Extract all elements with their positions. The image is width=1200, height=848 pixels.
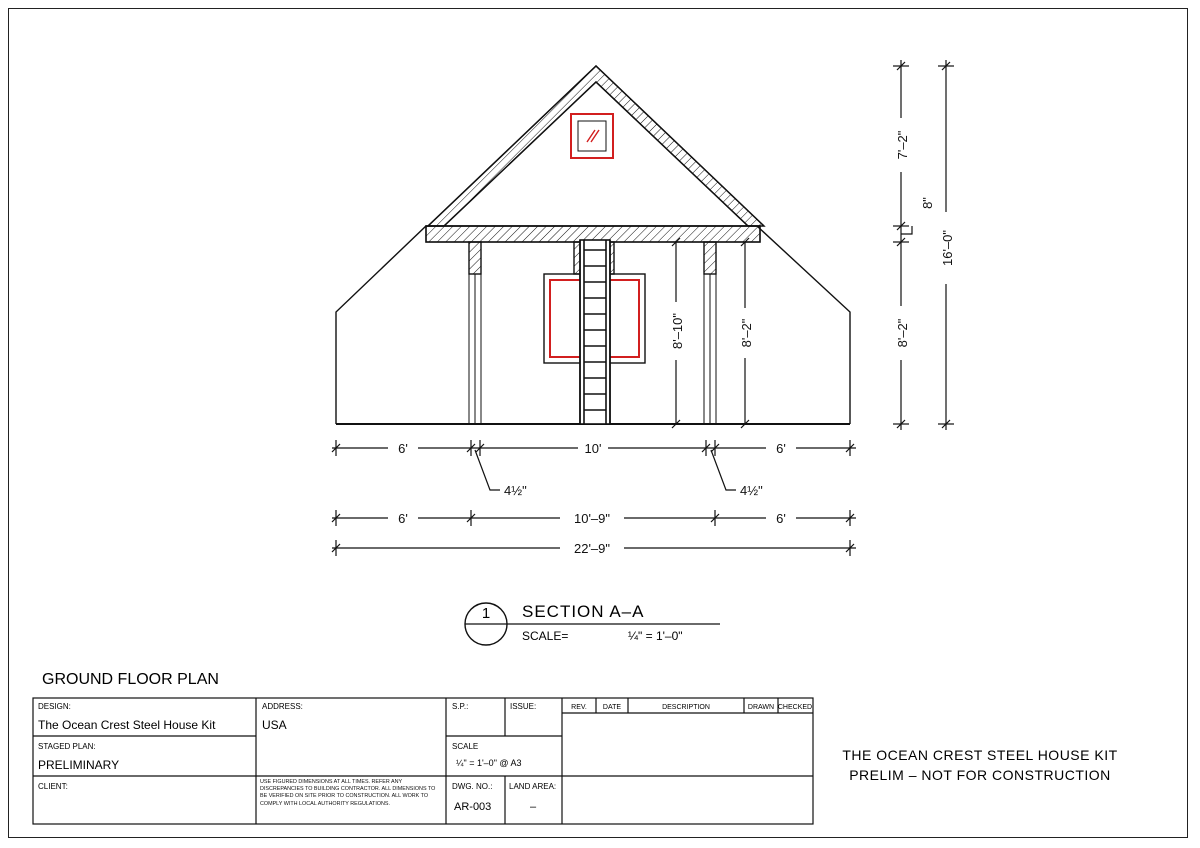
- design-label: DESIGN:: [38, 702, 71, 711]
- rev-header-date: DATE: [602, 704, 622, 711]
- scale-label: SCALE: [452, 742, 479, 751]
- staged-plan-label: STAGED PLAN:: [38, 742, 96, 751]
- dim-roof-height: 7'–2": [895, 130, 910, 160]
- dim-center-bay: 10': [584, 441, 602, 456]
- dim-interior-height-1: 8'–10": [670, 312, 685, 350]
- section-scale-label: SCALE=: [522, 629, 569, 643]
- roof-hatch: [428, 66, 764, 226]
- section-scale-value: ¼" = 1'–0": [628, 629, 683, 643]
- dim-overall-width: 22'–9": [573, 541, 611, 556]
- gable-window: [571, 114, 613, 158]
- project-title-line1: THE OCEAN CREST STEEL HOUSE KIT: [842, 747, 1118, 763]
- dim-center-span: 10'–9": [573, 511, 611, 526]
- rev-header-drawn: DRAWN: [747, 704, 775, 711]
- design-value: The Ocean Crest Steel House Kit: [38, 718, 216, 732]
- dim-ground-height: 8'–2": [895, 318, 910, 348]
- dim-column-offset-right: 4½": [740, 483, 763, 498]
- site-note: USE FIGURED DIMENSIONS AT ALL TIMES. REFER ANY DISCREPANCIES TO BUILDING CONTRACTOR. ALL DIMENSIONS TO BE VERIFIED ON SITE PRIOR TO CONSTRUCTION. ALL WORK TO COMPLY WITH LOCAL AUTHORITY REGULATIONS.: [260, 779, 436, 807]
- address-value: USA: [262, 718, 287, 732]
- section-number: 1: [481, 605, 491, 622]
- dim-floor-thickness: 8": [920, 197, 935, 209]
- land-area-value: –: [529, 801, 537, 813]
- beam-stub-left: [469, 242, 481, 274]
- bottom-dimension-lines: [332, 440, 856, 556]
- dwg-no-value: AR-003: [454, 801, 492, 813]
- beam-stub-right: [704, 242, 716, 274]
- address-label: ADDRESS:: [262, 702, 303, 711]
- ladder: [580, 240, 610, 424]
- section-label: [465, 602, 720, 645]
- staged-plan-value: PRELIMINARY: [38, 758, 120, 772]
- drawing-title: GROUND FLOOR PLAN: [42, 671, 219, 688]
- dim-right-bay: 6': [776, 441, 786, 456]
- issue-label: ISSUE:: [510, 702, 537, 711]
- dim-total-height: 16'–0": [940, 229, 955, 267]
- dim-column-offset-left: 4½": [504, 483, 527, 498]
- dim-left-span: 6': [398, 511, 408, 526]
- site-note-box: [260, 779, 444, 823]
- dim-left-bay: 6': [398, 441, 408, 456]
- dim-right-span: 6': [776, 511, 786, 526]
- dwg-no-label: DWG. NO.:: [452, 782, 493, 791]
- rev-header-rev: REV.: [571, 704, 587, 711]
- building-section: [336, 66, 850, 424]
- rev-header-checked: CHECKED: [777, 704, 813, 711]
- title-block-text: [38, 702, 812, 823]
- land-area-label: LAND AREA:: [509, 782, 557, 791]
- section-title: SECTION A–A: [522, 602, 645, 621]
- scale-value: ¼" = 1'–0" @ A3: [456, 758, 522, 768]
- sp-label: S.P.:: [452, 702, 469, 711]
- dim-interior-height-2: 8'–2": [739, 318, 754, 348]
- roof-inner-line: [444, 82, 748, 226]
- project-title-line2: PRELIM – NOT FOR CONSTRUCTION: [849, 767, 1111, 783]
- rev-header-description: DESCRIPTION: [662, 704, 710, 711]
- client-label: CLIENT:: [38, 782, 68, 791]
- roof-outer-line: [428, 66, 764, 226]
